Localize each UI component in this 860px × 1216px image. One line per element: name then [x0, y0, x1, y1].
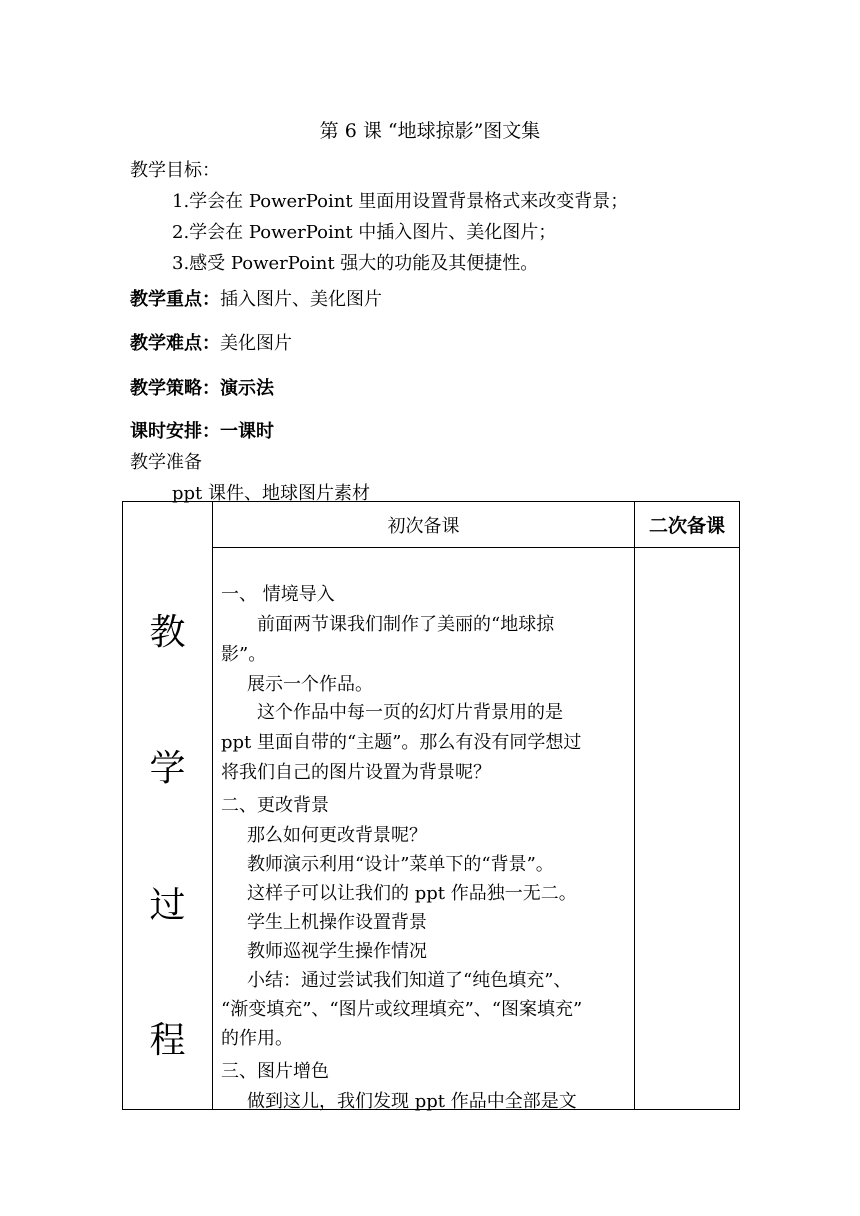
objectives-heading: 教学目标： — [130, 160, 220, 181]
objective-item: 1.学会在 PowerPoint 里面用设置背景格式来改变背景； — [172, 191, 629, 212]
strategy-value: 演示法 — [220, 378, 274, 399]
lesson-title: 第 6 课 “地球掠影”图文集 — [319, 120, 541, 142]
strategy — [130, 374, 274, 400]
content-line: 学生上机操作设置背景 — [247, 912, 427, 933]
content-line: ppt 里面自带的“主题”。那么有没有同学想过 — [221, 732, 582, 753]
side-char: 教 — [149, 612, 186, 653]
schedule — [130, 417, 274, 443]
side-char: 程 — [149, 1020, 186, 1061]
content-line: 影”。 — [221, 644, 267, 665]
key-points — [130, 285, 382, 311]
schedule-label: 课时安排： — [130, 421, 220, 442]
side-char: 学 — [149, 748, 186, 789]
content-line: 前面两节课我们制作了美丽的“地球掠 — [257, 614, 555, 635]
content-line: 这个作品中每一页的幻灯片背景用的是 — [257, 702, 563, 723]
second-prep-content — [635, 548, 740, 1110]
content-line: “渐变填充”、“图片或纹理填充”、“图案填充” — [221, 999, 583, 1020]
content-line: 那么如何更改背景呢？ — [247, 825, 427, 846]
key-points-label: 教学重点： — [130, 289, 220, 310]
schedule-value: 一课时 — [220, 421, 274, 442]
difficulties-label: 教学难点： — [130, 333, 220, 354]
key-points-value: 插入图片、美化图片 — [220, 289, 382, 310]
content-line: 这样子可以让我们的 ppt 作品独一无二。 — [247, 883, 577, 904]
header-first-prep: 初次备课 — [213, 502, 635, 548]
preparation-value: ppt 课件、地球图片素材 — [172, 483, 370, 504]
strategy-label: 教学策略： — [130, 378, 220, 399]
difficulties-value: 美化图片 — [220, 333, 292, 354]
content-line: 的作用。 — [221, 1028, 293, 1049]
preparation-heading: 教学准备 — [130, 452, 202, 473]
objective-item: 2.学会在 PowerPoint 中插入图片、美化图片； — [172, 222, 557, 243]
content-line: 教师巡视学生操作情况 — [247, 941, 427, 962]
side-char: 过 — [149, 885, 186, 926]
content-line: 二、更改背景 — [221, 795, 329, 816]
content-line: 一、 情境导入 — [221, 584, 335, 605]
first-prep-content — [213, 548, 635, 1110]
process-side-cell — [123, 502, 213, 1110]
difficulties — [130, 329, 292, 355]
objective-item: 3.感受 PowerPoint 强大的功能及其便捷性。 — [172, 253, 539, 274]
content-line: 小结：通过尝试我们知道了“纯色填充”、 — [247, 970, 572, 991]
header-second-prep: 二次备课 — [635, 502, 740, 548]
content-line: 三、图片增色 — [221, 1061, 329, 1082]
lesson-plan-table — [122, 501, 740, 1110]
content-line: 做到这儿，我们发现 ppt 作品中全部是文 — [247, 1091, 577, 1112]
content-line: 将我们自己的图片设置为背景呢？ — [221, 762, 491, 783]
content-line: 教师演示利用“设计”菜单下的“背景”。 — [247, 854, 554, 875]
content-line: 展示一个作品。 — [247, 674, 373, 695]
